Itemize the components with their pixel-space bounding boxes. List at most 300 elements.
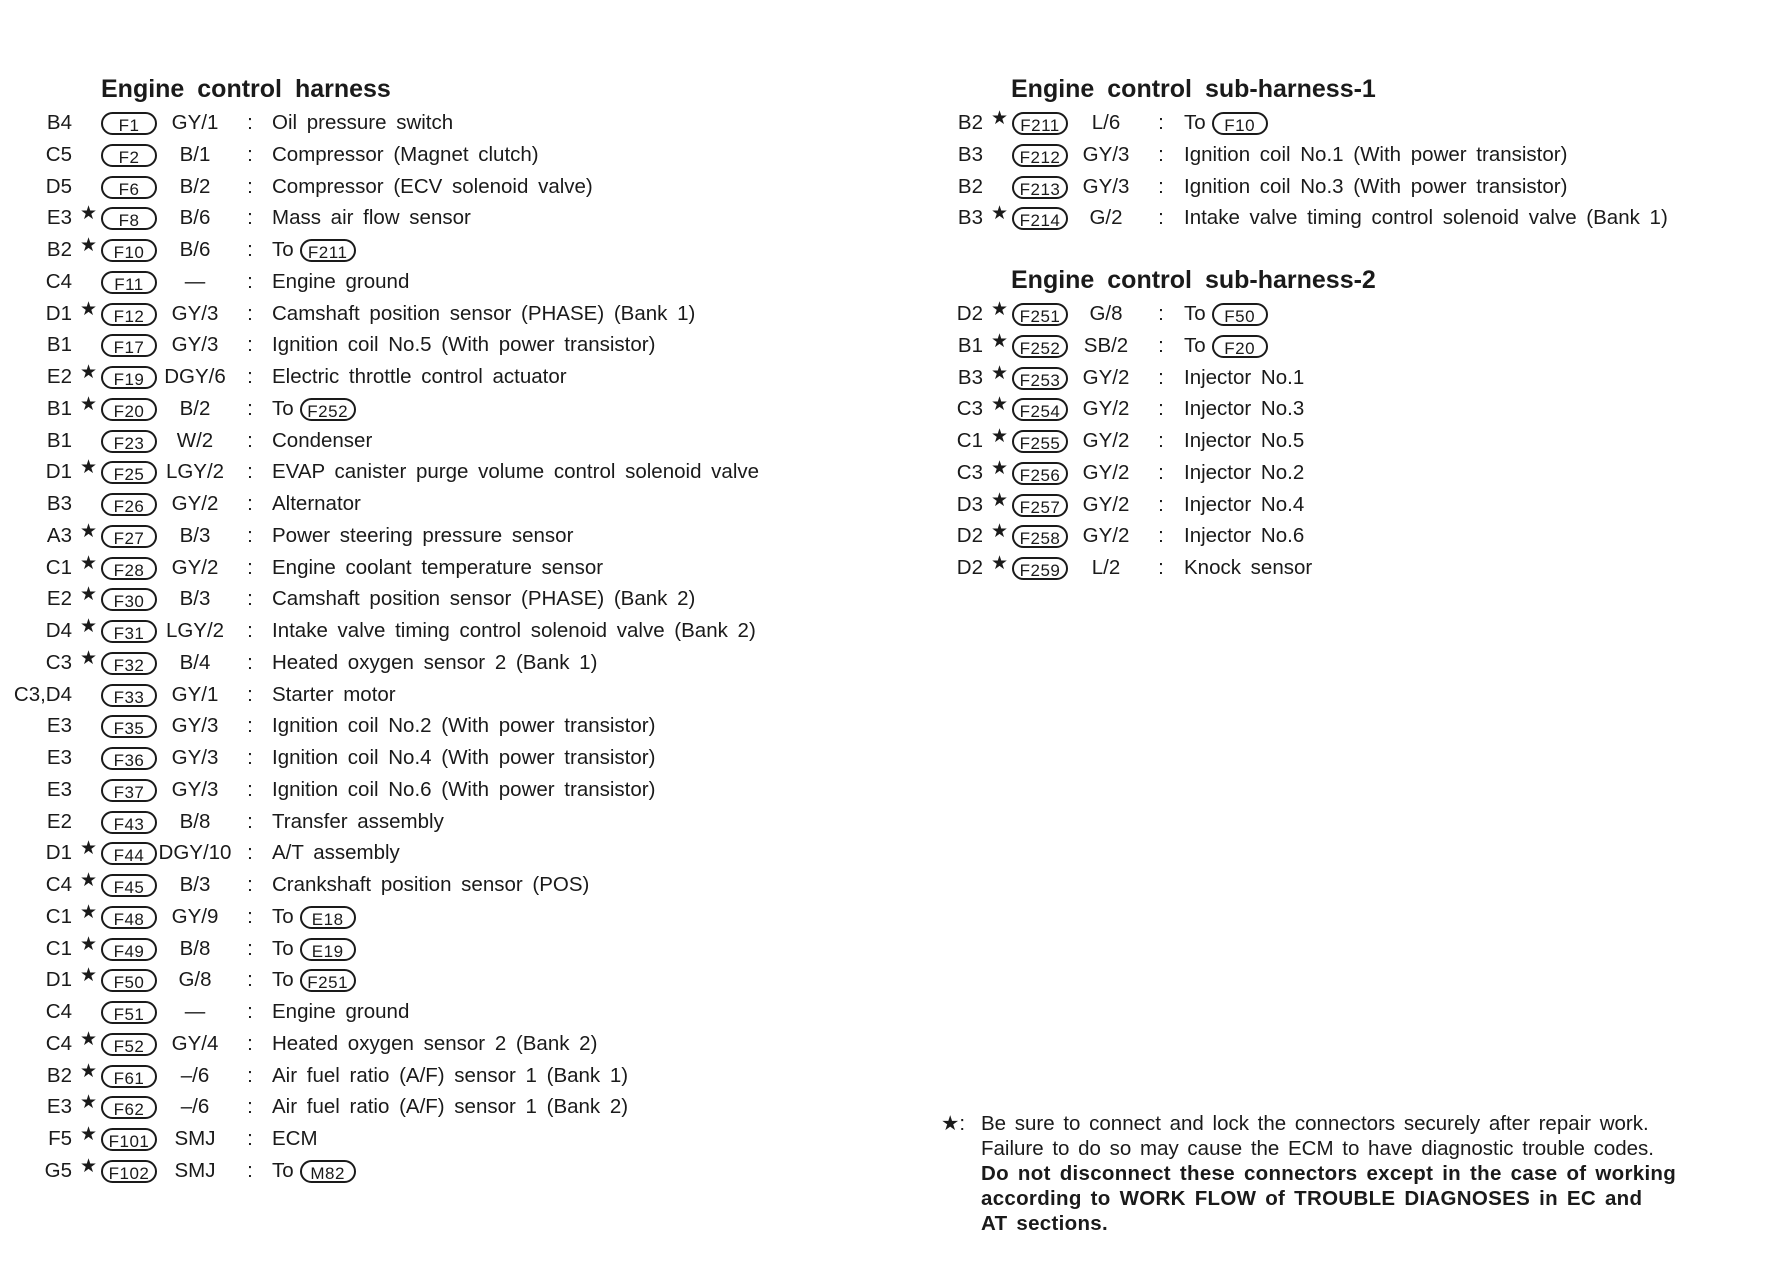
connector-badge: F12 (101, 303, 157, 326)
connector-description (272, 1060, 628, 1092)
connector-cell (101, 806, 157, 838)
target-connector-badge: F10 (1212, 112, 1268, 135)
wire-color: GY/1 (171, 682, 219, 706)
description-text: Ignition coil No.3 (With power transistor) (1184, 174, 1568, 198)
connector-row (940, 425, 1780, 457)
grid-location: A3 (46, 523, 72, 547)
connector-row (0, 298, 820, 330)
grid-location: B1 (46, 396, 72, 420)
grid-location: C3 (956, 460, 983, 484)
wire-color: — (184, 1000, 206, 1023)
connector-row (0, 710, 820, 742)
sub-harness-1-title: Engine control sub-harness-1 (1011, 75, 1376, 103)
star-icon: ★ (80, 584, 98, 606)
connector-row (0, 742, 820, 774)
footnote (941, 1111, 1676, 1236)
star-icon: ★ (991, 362, 1009, 384)
separator-colon: : (1158, 397, 1164, 421)
separator-colon: : (1158, 460, 1164, 484)
connector-row (0, 901, 820, 933)
separator-colon: : (247, 428, 253, 452)
wire-color: –/6 (180, 1095, 210, 1119)
connector-description (272, 202, 471, 234)
separator-colon: : (247, 1095, 253, 1119)
separator-colon: : (247, 1158, 253, 1182)
connector-badge: F8 (101, 207, 157, 230)
separator-colon: : (247, 841, 253, 865)
grid-location: B2 (46, 238, 72, 261)
connector-description (1184, 202, 1668, 234)
description-text: Compressor (Magnet clutch) (272, 142, 539, 166)
grid-location: C4 (45, 269, 72, 293)
description-text: Air fuel ratio (A/F) sensor 1 (Bank 2) (272, 1095, 629, 1119)
description-text: Transfer assembly (272, 809, 444, 833)
description-text: Engine ground (272, 1000, 410, 1023)
connector-description (272, 266, 409, 298)
star-icon: ★ (80, 235, 98, 256)
connector-badge: F254 (1012, 398, 1068, 421)
connector-cell (101, 361, 157, 393)
description-text: ECM (272, 1127, 318, 1150)
connector-badge: F25 (101, 461, 157, 484)
connector-row (0, 552, 820, 584)
separator-colon: : (247, 809, 253, 833)
connector-description (1184, 393, 1304, 425)
description-text: Injector No.3 (1184, 397, 1305, 421)
wire-color: L/2 (1091, 556, 1121, 579)
star-icon: ★ (991, 426, 1009, 447)
connector-description (272, 107, 453, 139)
grid-location: E3 (46, 777, 72, 801)
description-text: Knock sensor (1184, 556, 1313, 579)
sub-harness-1-section (940, 71, 1780, 234)
wire-color: GY/4 (171, 1031, 219, 1055)
wire-color: GY/2 (1082, 365, 1130, 389)
connector-description (272, 456, 759, 488)
connector-badge: F211 (1012, 112, 1068, 135)
grid-location: D1 (45, 301, 72, 325)
separator-colon: : (1158, 111, 1164, 134)
connector-description (272, 171, 593, 203)
description-text: To (272, 396, 294, 420)
wire-color: GY/2 (1082, 397, 1130, 421)
wire-color: GY/2 (1082, 460, 1130, 484)
star-icon: ★ (80, 965, 98, 987)
separator-colon: : (247, 1031, 253, 1055)
connector-badge: F44 (101, 842, 157, 865)
grid-location: C5 (45, 142, 72, 166)
connector-cell (1012, 298, 1068, 330)
target-connector-badge: F251 (300, 969, 356, 992)
description-text: Ignition coil No.1 (With power transistor) (1184, 142, 1568, 166)
connector-description (1184, 298, 1268, 330)
connector-description (272, 869, 589, 901)
connector-row (0, 202, 820, 234)
connector-badge: F33 (101, 684, 157, 707)
grid-location: B1 (46, 428, 72, 452)
separator-colon: : (247, 492, 253, 515)
grid-location: E2 (46, 587, 72, 611)
description-text: Heated oxygen sensor 2 (Bank 2) (272, 1031, 598, 1055)
separator-colon: : (247, 1063, 253, 1087)
separator-colon: : (247, 396, 253, 420)
separator-colon: : (247, 650, 253, 674)
connector-badge: F45 (101, 874, 157, 897)
description-text: To (1184, 111, 1206, 134)
wire-color: B/8 (179, 809, 211, 833)
connector-cell (1012, 171, 1068, 203)
separator-colon: : (247, 111, 253, 134)
separator-colon: : (247, 238, 253, 261)
wire-color: SB/2 (1083, 333, 1129, 357)
connector-cell (101, 647, 157, 679)
star-icon: ★ (80, 298, 98, 320)
separator-colon: : (247, 619, 253, 642)
connector-row (0, 107, 820, 139)
connector-description (272, 679, 396, 711)
star-icon: ★ (991, 553, 1009, 574)
description-text: Ignition coil No.2 (With power transistor) (272, 714, 656, 738)
description-text: Heated oxygen sensor 2 (Bank 1) (272, 650, 598, 674)
target-connector-badge: F252 (300, 398, 356, 421)
connector-cell (101, 615, 157, 647)
connector-row (0, 837, 820, 869)
connector-row (0, 806, 820, 838)
description-text: Air fuel ratio (A/F) sensor 1 (Bank 1) (272, 1063, 629, 1087)
separator-colon: : (247, 333, 253, 357)
wire-color: SMJ (174, 1158, 216, 1182)
wire-color: LGY/2 (165, 460, 225, 484)
star-icon: ★ (80, 933, 98, 955)
connector-row (940, 171, 1780, 203)
connector-cell (101, 329, 157, 361)
star-icon: ★ (80, 520, 98, 542)
connector-cell (101, 456, 157, 488)
connector-badge: F212 (1012, 144, 1068, 167)
connector-cell (101, 583, 157, 615)
connector-badge: F17 (101, 334, 157, 357)
connector-description (272, 837, 400, 869)
separator-colon: : (247, 365, 253, 388)
description-text: To (272, 904, 294, 928)
connector-badge: F61 (101, 1065, 157, 1088)
connector-description (272, 806, 444, 838)
connector-cell (101, 107, 157, 139)
description-text: Ignition coil No.5 (With power transistor) (272, 333, 656, 357)
grid-location: C3 (956, 397, 983, 421)
description-text: Alternator (272, 492, 361, 515)
connector-row (0, 615, 820, 647)
connector-description (1184, 107, 1268, 139)
separator-colon: : (1158, 556, 1164, 579)
connector-row (940, 362, 1780, 394)
connector-row (0, 171, 820, 203)
wire-color: SMJ (174, 1127, 216, 1150)
wire-color: GY/2 (171, 492, 219, 515)
grid-location: C4 (45, 1000, 72, 1023)
description-text: To (1184, 333, 1206, 357)
grid-location: B2 (957, 111, 983, 134)
star-icon: ★ (991, 457, 1009, 479)
connector-row (0, 1060, 820, 1092)
separator-colon: : (247, 460, 253, 484)
connector-row (940, 457, 1780, 489)
connector-cell (101, 933, 157, 965)
wire-color: G/8 (178, 968, 212, 992)
star-icon: ★ (991, 108, 1009, 129)
separator-colon: : (247, 1000, 253, 1023)
separator-colon: : (247, 968, 253, 992)
description-text: Mass air flow sensor (272, 206, 471, 230)
description-text: To (1184, 302, 1206, 325)
connector-badge: F256 (1012, 462, 1068, 485)
connector-description (272, 710, 655, 742)
connector-description (272, 1091, 628, 1123)
description-text: Ignition coil No.4 (With power transistor) (272, 746, 656, 769)
star-icon: ★ (80, 362, 98, 383)
connector-description (272, 298, 695, 330)
connector-description (1184, 520, 1304, 552)
wire-color: B/3 (179, 873, 211, 896)
description-text: Camshaft position sensor (PHASE) (Bank 1) (272, 301, 696, 325)
connector-cell (101, 139, 157, 171)
connector-badge: F49 (101, 938, 157, 961)
wire-color: B/8 (179, 936, 211, 960)
wire-color: GY/2 (1082, 492, 1130, 516)
wire-color: GY/2 (1082, 429, 1130, 452)
connector-badge: F28 (101, 557, 157, 580)
description-text: To (272, 968, 294, 992)
connector-row (0, 647, 820, 679)
connector-badge: F255 (1012, 430, 1068, 453)
grid-location: B4 (46, 111, 72, 134)
description-text: Injector No.5 (1184, 429, 1305, 452)
connector-badge: F32 (101, 652, 157, 675)
grid-location: D5 (45, 174, 72, 198)
star-icon: ★ (80, 1060, 98, 1082)
connector-cell (101, 425, 157, 457)
description-text: Oil pressure switch (272, 111, 454, 134)
grid-location: C3 (45, 650, 72, 674)
wire-color: GY/3 (171, 746, 219, 769)
connector-badge: F10 (101, 239, 157, 262)
description-text: Injector No.2 (1184, 460, 1305, 484)
grid-location: B2 (957, 174, 983, 198)
star-icon: ★ (80, 1028, 98, 1050)
connector-badge: F35 (101, 715, 157, 738)
grid-location: D1 (45, 841, 72, 865)
wire-color: B/6 (179, 238, 211, 261)
target-connector-badge: F20 (1212, 335, 1268, 358)
description-text: Ignition coil No.6 (With power transistor) (272, 777, 656, 801)
connector-badge: F62 (101, 1096, 157, 1119)
connector-badge: F11 (101, 271, 157, 294)
grid-location: B3 (46, 492, 72, 515)
connector-description (272, 647, 597, 679)
wire-color: GY/3 (171, 714, 219, 738)
star-icon: ★ (80, 616, 98, 637)
connector-cell (101, 488, 157, 520)
connector-row (0, 139, 820, 171)
separator-colon: : (247, 301, 253, 325)
separator-colon: : (247, 269, 253, 293)
description-text: Starter motor (272, 682, 396, 706)
connector-cell (101, 679, 157, 711)
connector-cell (101, 964, 157, 996)
connector-row (0, 520, 820, 552)
connector-badge: F36 (101, 747, 157, 770)
description-text: Camshaft position sensor (PHASE) (Bank 2) (272, 587, 696, 611)
description-text: Intake valve timing control solenoid valve (Bank 1) (1184, 206, 1668, 230)
connector-cell (101, 996, 157, 1028)
connector-badge: F214 (1012, 207, 1068, 230)
separator-colon: : (1158, 174, 1164, 198)
grid-location: B3 (957, 142, 983, 166)
star-icon: ★ (80, 1092, 98, 1114)
target-connector-badge: M82 (300, 1160, 356, 1183)
connector-description (1184, 362, 1304, 394)
wire-color: L/6 (1091, 111, 1121, 134)
star-icon: ★ (80, 203, 98, 225)
connector-cell (101, 742, 157, 774)
connector-row (0, 583, 820, 615)
description-text: Engine coolant temperature sensor (272, 555, 604, 579)
star-icon: ★ (80, 1124, 98, 1145)
connector-description (272, 1123, 318, 1155)
connector-badge: F52 (101, 1033, 157, 1056)
connector-badge: F37 (101, 779, 157, 802)
description-text: To (272, 1158, 294, 1182)
connector-row (0, 329, 820, 361)
connector-badge: F43 (101, 811, 157, 834)
grid-location: F5 (48, 1127, 72, 1150)
connector-cell (1012, 330, 1068, 362)
connector-row (940, 139, 1780, 171)
connector-description (1184, 330, 1268, 362)
connector-description (272, 1155, 356, 1187)
star-icon: ★ (991, 203, 1009, 225)
separator-colon: : (247, 682, 253, 706)
connector-description (1184, 489, 1304, 521)
connector-description (272, 520, 573, 552)
star-icon: ★ (80, 393, 98, 415)
wire-color: B/3 (179, 587, 211, 611)
separator-colon: : (247, 174, 253, 198)
connector-cell (1012, 520, 1068, 552)
grid-location: G5 (44, 1158, 72, 1182)
separator-colon: : (247, 873, 253, 896)
connector-badge: F19 (101, 366, 157, 389)
connector-cell (101, 520, 157, 552)
footnote-bold-line: Do not disconnect these connectors except in the case of working (981, 1162, 1677, 1185)
grid-location: D2 (956, 302, 983, 325)
wire-color: GY/1 (171, 111, 219, 134)
connector-badge: F251 (1012, 303, 1068, 326)
grid-location: B3 (957, 365, 983, 389)
connector-row (940, 298, 1780, 330)
connector-badge: F213 (1012, 176, 1068, 199)
separator-colon: : (247, 746, 253, 769)
grid-location: E2 (46, 365, 72, 388)
description-text: EVAP canister purge volume control solenoid valve (272, 460, 760, 484)
connector-cell (101, 710, 157, 742)
footnote-line: Failure to do so may cause the ECM to have diagnostic trouble codes. (981, 1137, 1654, 1160)
connector-description (272, 1028, 597, 1060)
connector-cell (101, 234, 157, 266)
grid-location: D1 (45, 968, 72, 992)
sub-harness-1-list (940, 107, 1780, 234)
star-icon: ★ (991, 521, 1009, 543)
star-icon: ★ (991, 489, 1009, 511)
connector-cell (1012, 107, 1068, 139)
connector-row (940, 393, 1780, 425)
engine-control-harness-list (0, 107, 820, 1187)
connector-description (272, 234, 356, 266)
connector-description (272, 552, 603, 584)
connector-cell (1012, 552, 1068, 584)
wire-color: GY/3 (1082, 174, 1130, 198)
grid-location: E3 (46, 746, 72, 769)
wire-color: GY/9 (171, 904, 219, 928)
grid-location: E3 (46, 206, 72, 230)
grid-location: E3 (46, 714, 72, 738)
star-icon: ★ (991, 299, 1009, 320)
star-icon: ★ (991, 394, 1009, 416)
separator-colon: : (1158, 302, 1164, 325)
connector-badge: F6 (101, 176, 157, 199)
grid-location: D2 (956, 556, 983, 579)
wire-color: GY/2 (1082, 524, 1130, 548)
star-icon: ★ (80, 901, 98, 923)
connector-description (272, 361, 567, 393)
connector-badge: F252 (1012, 335, 1068, 358)
connector-cell (101, 1060, 157, 1092)
connector-description (272, 615, 756, 647)
connector-cell (1012, 457, 1068, 489)
connector-cell (1012, 393, 1068, 425)
wire-color: GY/3 (171, 301, 219, 325)
separator-colon: : (1158, 492, 1164, 516)
grid-location: C1 (45, 936, 72, 960)
footnote-line: Be sure to connect and lock the connectors securely after repair work. (981, 1112, 1649, 1135)
connector-badge: F50 (101, 969, 157, 992)
grid-location: C1 (45, 904, 72, 928)
separator-colon: : (247, 714, 253, 738)
grid-location: D1 (45, 460, 72, 484)
connector-cell (101, 869, 157, 901)
engine-control-harness-section (0, 71, 820, 1187)
target-connector-badge: E18 (300, 906, 356, 929)
connector-row (940, 330, 1780, 362)
connector-row (0, 393, 820, 425)
separator-colon: : (1158, 524, 1164, 548)
connector-row (0, 361, 820, 393)
target-connector-badge: F50 (1212, 303, 1268, 326)
connector-badge: F30 (101, 588, 157, 611)
connector-cell (101, 1091, 157, 1123)
connector-description (1184, 171, 1567, 203)
description-text: To (272, 238, 294, 261)
connector-description (1184, 139, 1567, 171)
connector-cell (101, 774, 157, 806)
separator-colon: : (247, 587, 253, 611)
connector-badge: F31 (101, 620, 157, 643)
connector-cell (1012, 362, 1068, 394)
wire-color: B/6 (179, 206, 211, 230)
grid-location: B1 (46, 333, 72, 357)
description-text: Injector No.1 (1184, 365, 1305, 389)
connector-description (272, 901, 356, 933)
